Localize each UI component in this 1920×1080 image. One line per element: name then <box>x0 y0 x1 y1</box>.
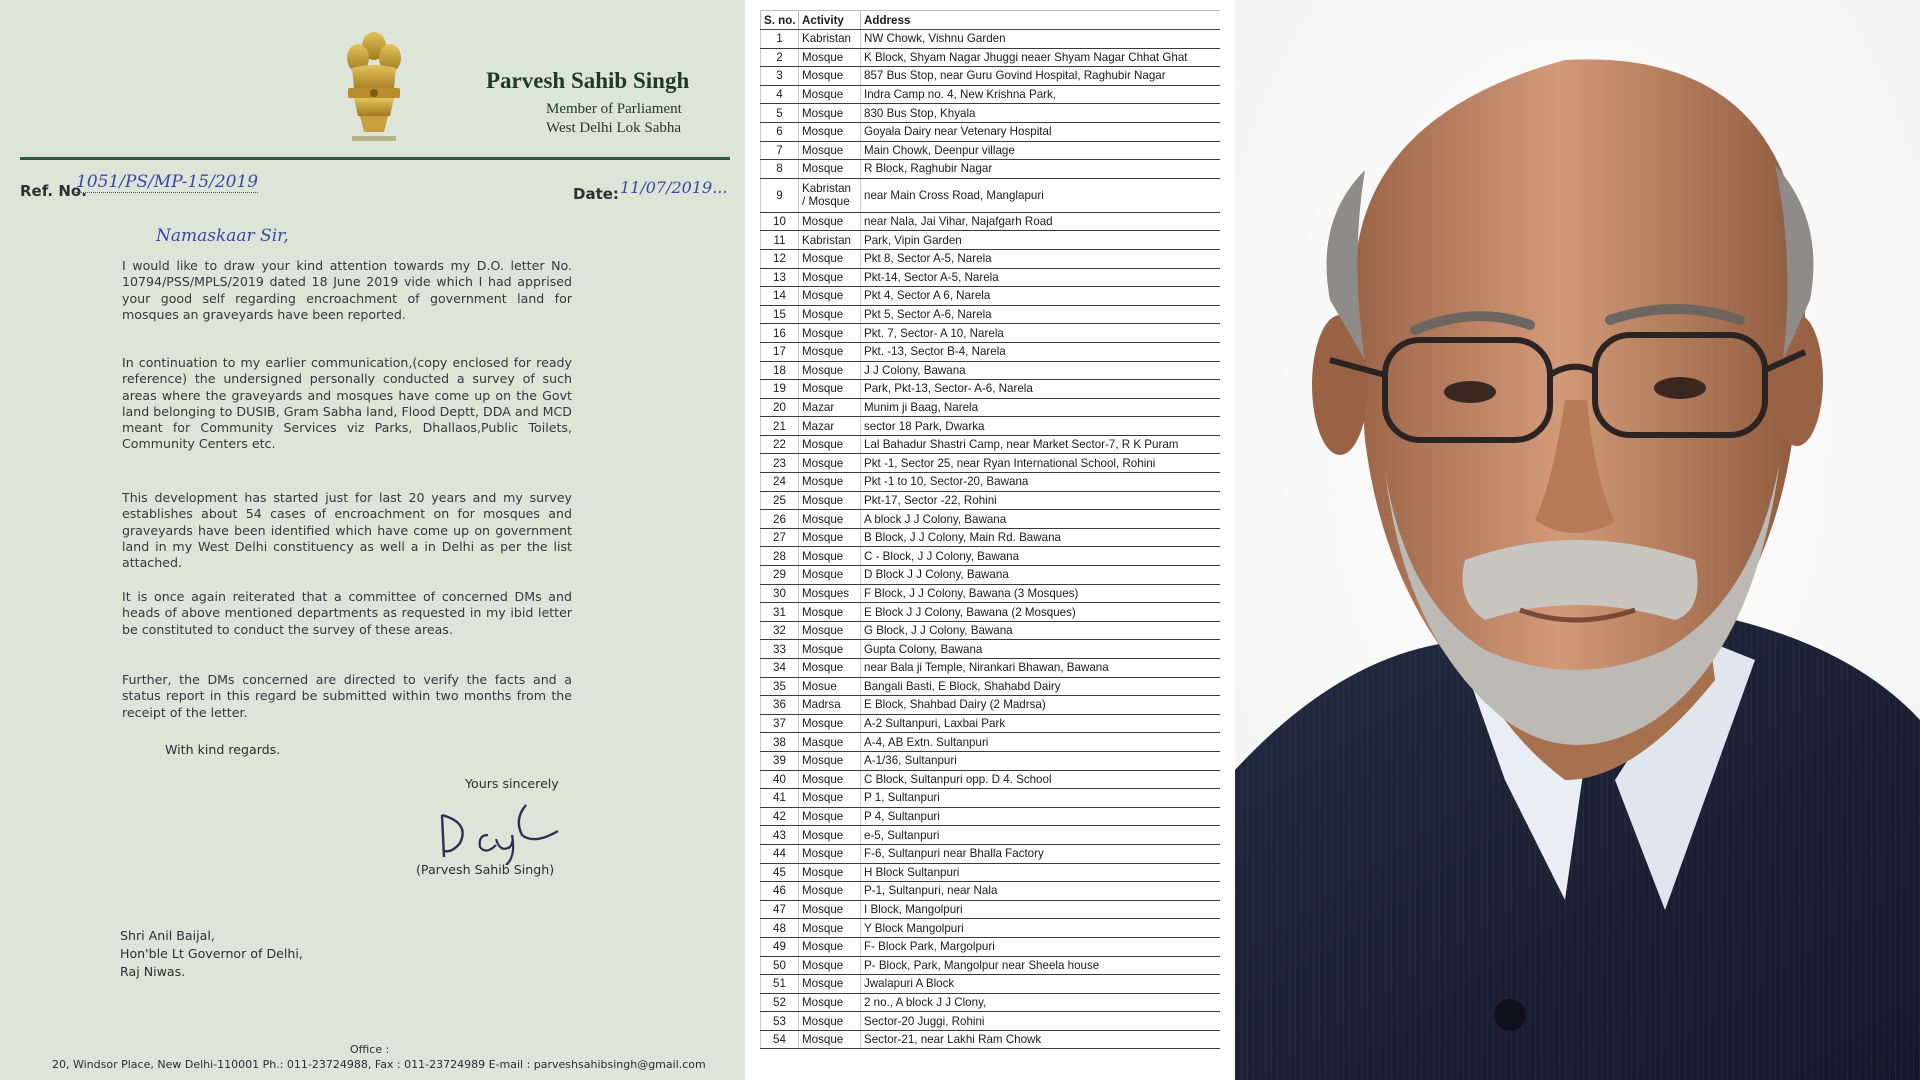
cell-activity: Mosque <box>799 621 861 640</box>
cell-sno: 29 <box>761 566 799 585</box>
cell-address: Pkt. -13, Sector B-4, Narela <box>861 342 1221 361</box>
table-row <box>761 342 1221 361</box>
cell-sno: 8 <box>761 160 799 179</box>
table-body <box>761 30 1221 1049</box>
addressee-line: Hon'ble Lt Governor of Delhi, <box>120 946 303 961</box>
header-address: Address <box>861 11 1221 30</box>
cell-activity: Mosque <box>799 287 861 306</box>
cell-activity: Mosque <box>799 491 861 510</box>
cell-sno: 54 <box>761 1030 799 1049</box>
cell-sno: 37 <box>761 714 799 733</box>
cell-activity: Mosque <box>799 863 861 882</box>
cell-address: D Block J J Colony, Bawana <box>861 566 1221 585</box>
cell-activity: Kabristan / Mosque <box>799 178 861 212</box>
cell-activity: Mosque <box>799 956 861 975</box>
state-emblem-logo <box>338 28 410 146</box>
cell-address: A-1/36, Sultanpuri <box>861 751 1221 770</box>
table-row <box>761 584 1221 603</box>
table-row <box>761 621 1221 640</box>
salutation: Namaskaar Sir, <box>156 226 289 246</box>
cell-activity: Mosque <box>799 528 861 547</box>
cell-sno: 41 <box>761 789 799 808</box>
cell-address: F- Block Park, Margolpuri <box>861 937 1221 956</box>
table-row <box>761 48 1221 67</box>
cell-activity: Mosque <box>799 305 861 324</box>
table-row <box>761 361 1221 380</box>
encroachment-table <box>760 10 1220 1049</box>
table-row <box>761 789 1221 808</box>
cell-sno: 52 <box>761 993 799 1012</box>
cell-activity: Kabristan <box>799 231 861 250</box>
table-row <box>761 956 1221 975</box>
cell-address: Pkt 5, Sector A-6, Narela <box>861 305 1221 324</box>
cell-address: Pkt. 7, Sector- A 10, Narela <box>861 324 1221 343</box>
cell-activity: Mosque <box>799 1012 861 1031</box>
cell-activity: Mosque <box>799 844 861 863</box>
cell-address: near Nala, Jai Vihar, Najafgarh Road <box>861 212 1221 231</box>
table-row <box>761 844 1221 863</box>
cell-activity: Mosque <box>799 473 861 492</box>
cell-address: Sector-21, near Lakhi Ram Chowk <box>861 1030 1221 1049</box>
cell-sno: 1 <box>761 30 799 49</box>
table-row <box>761 324 1221 343</box>
cell-sno: 27 <box>761 528 799 547</box>
table-row <box>761 141 1221 160</box>
table-row <box>761 603 1221 622</box>
cell-address: Sector-20 Juggi, Rohini <box>861 1012 1221 1031</box>
table-row <box>761 231 1221 250</box>
cell-address: Pkt-14, Sector A-5, Narela <box>861 268 1221 287</box>
table-row <box>761 696 1221 715</box>
cell-address: 2 no., A block J J Clony, <box>861 993 1221 1012</box>
cell-activity: Mosque <box>799 122 861 141</box>
cell-address: sector 18 Park, Dwarka <box>861 417 1221 436</box>
cell-sno: 24 <box>761 473 799 492</box>
cell-address: G Block, J J Colony, Bawana <box>861 621 1221 640</box>
cell-address: Pkt -1 to 10, Sector-20, Bawana <box>861 473 1221 492</box>
cell-activity: Mosque <box>799 993 861 1012</box>
table-row <box>761 547 1221 566</box>
table-row <box>761 677 1221 696</box>
table-row <box>761 882 1221 901</box>
cell-address: Goyala Dairy near Vetenary Hospital <box>861 122 1221 141</box>
cell-sno: 9 <box>761 178 799 212</box>
table-row <box>761 714 1221 733</box>
cell-sno: 40 <box>761 770 799 789</box>
ref-label: Ref. No. <box>20 182 87 200</box>
cell-activity: Mosque <box>799 48 861 67</box>
addressee-line: Raj Niwas. <box>120 964 186 979</box>
cell-activity: Mosque <box>799 975 861 994</box>
table-row <box>761 249 1221 268</box>
cell-activity: Mosque <box>799 212 861 231</box>
table-row <box>761 528 1221 547</box>
cell-activity: Mosque <box>799 640 861 659</box>
table-header-row <box>761 11 1221 30</box>
cell-address: Park, Vipin Garden <box>861 231 1221 250</box>
cell-address: e-5, Sultanpuri <box>861 826 1221 845</box>
cell-address: Pkt -1, Sector 25, near Ryan International School, Rohini <box>861 454 1221 473</box>
cell-activity: Mosques <box>799 584 861 603</box>
cell-activity: Mosque <box>799 324 861 343</box>
addressee-line: Shri Anil Baijal, <box>120 928 215 943</box>
cell-address: Park, Pkt-13, Sector- A-6, Narela <box>861 380 1221 399</box>
cell-sno: 43 <box>761 826 799 845</box>
cell-address: Munim ji Baag, Narela <box>861 398 1221 417</box>
cell-address: Gupta Colony, Bawana <box>861 640 1221 659</box>
table-row <box>761 67 1221 86</box>
closing: With kind regards. <box>165 742 281 757</box>
table-row <box>761 454 1221 473</box>
cell-activity: Mosque <box>799 104 861 123</box>
letter-paragraph: This development has started just for last 20 years and my survey establishes about 54 cases of encroachment on for mosques and graveyards have been identified which have come up on government land in my West Delhi constituency as well a in Delhi as per the list attached. <box>122 490 572 571</box>
cell-sno: 19 <box>761 380 799 399</box>
cell-sno: 44 <box>761 844 799 863</box>
letterhead-divider <box>20 157 730 160</box>
table-row <box>761 305 1221 324</box>
cell-sno: 32 <box>761 621 799 640</box>
table-row <box>761 380 1221 399</box>
cell-sno: 25 <box>761 491 799 510</box>
cell-address: F-6, Sultanpuri near Bhalla Factory <box>861 844 1221 863</box>
cell-activity: Mosque <box>799 900 861 919</box>
cell-activity: Mosue <box>799 677 861 696</box>
table-row <box>761 1012 1221 1031</box>
cell-sno: 35 <box>761 677 799 696</box>
cell-sno: 4 <box>761 85 799 104</box>
table-row <box>761 473 1221 492</box>
cell-sno: 46 <box>761 882 799 901</box>
table-row <box>761 104 1221 123</box>
table-row <box>761 751 1221 770</box>
cell-activity: Mosque <box>799 342 861 361</box>
cell-address: Main Chowk, Deenpur village <box>861 141 1221 160</box>
cell-activity: Mosque <box>799 361 861 380</box>
cell-activity: Mosque <box>799 547 861 566</box>
cell-activity: Mosque <box>799 67 861 86</box>
signer-name: (Parvesh Sahib Singh) <box>416 862 555 877</box>
cell-sno: 39 <box>761 751 799 770</box>
cell-address: A-2 Sultanpuri, Laxbai Park <box>861 714 1221 733</box>
table-row <box>761 770 1221 789</box>
cell-activity: Mosque <box>799 882 861 901</box>
table-row <box>761 807 1221 826</box>
table-row <box>761 659 1221 678</box>
cell-activity: Mazar <box>799 398 861 417</box>
cell-activity: Mosque <box>799 380 861 399</box>
cell-address: Bangali Basti, E Block, Shahabd Dairy <box>861 677 1221 696</box>
cell-address: NW Chowk, Vishnu Garden <box>861 30 1221 49</box>
cell-sno: 18 <box>761 361 799 380</box>
cell-address: K Block, Shyam Nagar Jhuggi neaer Shyam Nagar Chhat Ghat <box>861 48 1221 67</box>
cell-activity: Mosque <box>799 789 861 808</box>
cell-address: Jwalapuri A Block <box>861 975 1221 994</box>
cell-sno: 51 <box>761 975 799 994</box>
cell-sno: 30 <box>761 584 799 603</box>
cell-sno: 50 <box>761 956 799 975</box>
table-row <box>761 30 1221 49</box>
cell-activity: Mosque <box>799 1030 861 1049</box>
cell-activity: Mosque <box>799 160 861 179</box>
cell-activity: Mosque <box>799 268 861 287</box>
table-row <box>761 491 1221 510</box>
portrait-photo <box>1235 0 1920 1080</box>
cell-address: Pkt 8, Sector A-5, Narela <box>861 249 1221 268</box>
date-label: Date: <box>573 185 619 203</box>
cell-sno: 11 <box>761 231 799 250</box>
cell-address: Indra Camp no. 4, New Krishna Park, <box>861 85 1221 104</box>
cell-sno: 17 <box>761 342 799 361</box>
cell-activity: Mosque <box>799 919 861 938</box>
letterhead-role: Member of Parliament <box>546 101 682 117</box>
letter-paragraph: It is once again reiterated that a committee of concerned DMs and heads of above mentioned departments as requested in my ibid letter be constituted to conduct the survey of these areas. <box>122 589 572 637</box>
table-row <box>761 937 1221 956</box>
cell-activity: Mosque <box>799 454 861 473</box>
cell-sno: 48 <box>761 919 799 938</box>
cell-sno: 2 <box>761 48 799 67</box>
cell-activity: Madrsa <box>799 696 861 715</box>
cell-activity: Mosque <box>799 770 861 789</box>
table-row <box>761 85 1221 104</box>
cell-activity: Mosque <box>799 807 861 826</box>
table-row <box>761 733 1221 752</box>
header-sno: S. no. <box>761 11 799 30</box>
cell-sno: 42 <box>761 807 799 826</box>
letter-paragraph: I would like to draw your kind attention towards my D.O. letter No. 10794/PSS/MPLS/2019 dated 18 June 2019 vide which I had apprised your good self regarding encroachment of government land for mosques an graveyards have been reported. <box>122 258 572 322</box>
cell-sno: 47 <box>761 900 799 919</box>
table-row <box>761 975 1221 994</box>
cell-address: E Block, Shahbad Dairy (2 Madrsa) <box>861 696 1221 715</box>
cell-address: H Block Sultanpuri <box>861 863 1221 882</box>
cell-sno: 45 <box>761 863 799 882</box>
cell-sno: 49 <box>761 937 799 956</box>
cell-sno: 23 <box>761 454 799 473</box>
cell-activity: Mosque <box>799 937 861 956</box>
cell-address: Lal Bahadur Shastri Camp, near Market Sector-7, R K Puram <box>861 435 1221 454</box>
ref-number: 1051/PS/MP-15/2019 <box>76 172 259 192</box>
cell-address: P- Block, Park, Mangolpur near Sheela house <box>861 956 1221 975</box>
cell-activity: Mosque <box>799 435 861 454</box>
cell-sno: 7 <box>761 141 799 160</box>
cell-sno: 22 <box>761 435 799 454</box>
table-row <box>761 900 1221 919</box>
cell-address: E Block J J Colony, Bawana (2 Mosques) <box>861 603 1221 622</box>
cell-activity: Kabristan <box>799 30 861 49</box>
cell-activity: Mosque <box>799 659 861 678</box>
cell-sno: 21 <box>761 417 799 436</box>
table-row <box>761 993 1221 1012</box>
cell-address: C Block, Sultanpuri opp. D 4. School <box>861 770 1221 789</box>
table-row <box>761 919 1221 938</box>
cell-address: Y Block Mangolpuri <box>861 919 1221 938</box>
letterhead-constituency: West Delhi Lok Sabha <box>546 120 682 136</box>
table-row <box>761 160 1221 179</box>
table-row <box>761 417 1221 436</box>
cell-sno: 15 <box>761 305 799 324</box>
table-row <box>761 398 1221 417</box>
letter-paragraph: In continuation to my earlier communication,(copy enclosed for ready reference) the undersigned personally conducted a survey of such areas where the graveyards and mosques have come up on the Govt land belonging to DUSIB, Gram Sabha land, Flood Deptt, DDA and MCD meant for Community Services viz Parks, Dhallaos,Public Toilets, Community Centers etc. <box>122 355 572 452</box>
table-row <box>761 212 1221 231</box>
cell-sno: 14 <box>761 287 799 306</box>
table-row <box>761 287 1221 306</box>
office-label: Office : <box>350 1043 390 1056</box>
cell-sno: 13 <box>761 268 799 287</box>
cell-address: A block J J Colony, Bawana <box>861 510 1221 529</box>
cell-sno: 5 <box>761 104 799 123</box>
letter-panel <box>0 0 745 1080</box>
table-row <box>761 566 1221 585</box>
cell-sno: 36 <box>761 696 799 715</box>
cell-sno: 3 <box>761 67 799 86</box>
cell-sno: 53 <box>761 1012 799 1031</box>
cell-activity: Mosque <box>799 714 861 733</box>
cell-address: P-1, Sultanpuri, near Nala <box>861 882 1221 901</box>
cell-address: P 4, Sultanpuri <box>861 807 1221 826</box>
cell-address: J J Colony, Bawana <box>861 361 1221 380</box>
cell-address: I Block, Mangolpuri <box>861 900 1221 919</box>
letterhead-name: Parvesh Sahib Singh <box>486 68 690 93</box>
cell-address: near Main Cross Road, Manglapuri <box>861 178 1221 212</box>
cell-address: P 1, Sultanpuri <box>861 789 1221 808</box>
cell-activity: Mosque <box>799 826 861 845</box>
cell-address: Pkt-17, Sector -22, Rohini <box>861 491 1221 510</box>
letter-paragraph: Further, the DMs concerned are directed to verify the facts and a status report in this regard be submitted within two months from the receipt of the letter. <box>122 672 572 720</box>
cell-sno: 31 <box>761 603 799 622</box>
cell-sno: 38 <box>761 733 799 752</box>
cell-address: 830 Bus Stop, Khyala <box>861 104 1221 123</box>
cell-address: B Block, J J Colony, Main Rd. Bawana <box>861 528 1221 547</box>
cell-sno: 26 <box>761 510 799 529</box>
cell-sno: 6 <box>761 122 799 141</box>
table-row <box>761 268 1221 287</box>
cell-sno: 34 <box>761 659 799 678</box>
yours-sincerely: Yours sincerely <box>465 776 559 791</box>
cell-activity: Mosque <box>799 751 861 770</box>
header-activity: Activity <box>799 11 861 30</box>
handwritten-signature <box>430 795 570 865</box>
table-row <box>761 435 1221 454</box>
cell-address: F Block, J J Colony, Bawana (3 Mosques) <box>861 584 1221 603</box>
cell-activity: Mosque <box>799 510 861 529</box>
cell-sno: 28 <box>761 547 799 566</box>
cell-activity: Mosque <box>799 566 861 585</box>
cell-activity: Mazar <box>799 417 861 436</box>
cell-address: Pkt 4, Sector A 6, Narela <box>861 287 1221 306</box>
letter-date: 11/07/2019... <box>620 178 728 197</box>
cell-sno: 33 <box>761 640 799 659</box>
table-row <box>761 178 1221 212</box>
table-row <box>761 122 1221 141</box>
cell-sno: 12 <box>761 249 799 268</box>
table-row <box>761 826 1221 845</box>
cell-address: near Bala ji Temple, Nirankari Bhawan, Bawana <box>861 659 1221 678</box>
cell-activity: Mosque <box>799 85 861 104</box>
cell-address: R Block, Raghubir Nagar <box>861 160 1221 179</box>
table-row <box>761 640 1221 659</box>
cell-sno: 20 <box>761 398 799 417</box>
cell-sno: 16 <box>761 324 799 343</box>
table-row <box>761 863 1221 882</box>
cell-sno: 10 <box>761 212 799 231</box>
table-row <box>761 510 1221 529</box>
table-row <box>761 1030 1221 1049</box>
cell-activity: Mosque <box>799 141 861 160</box>
encroachment-list-panel <box>758 0 1220 1080</box>
cell-address: 857 Bus Stop, near Guru Govind Hospital, Raghubir Nagar <box>861 67 1221 86</box>
cell-activity: Masque <box>799 733 861 752</box>
cell-address: A-4, AB Extn. Sultanpuri <box>861 733 1221 752</box>
cell-activity: Mosque <box>799 249 861 268</box>
letterhead-footer: 20, Windsor Place, New Delhi-110001 Ph.: 011-23724988, Fax : 011-23724989 E-mail : parveshsahibsingh@gmail.com <box>52 1058 706 1071</box>
cell-activity: Mosque <box>799 603 861 622</box>
cell-address: C - Block, J J Colony, Bawana <box>861 547 1221 566</box>
